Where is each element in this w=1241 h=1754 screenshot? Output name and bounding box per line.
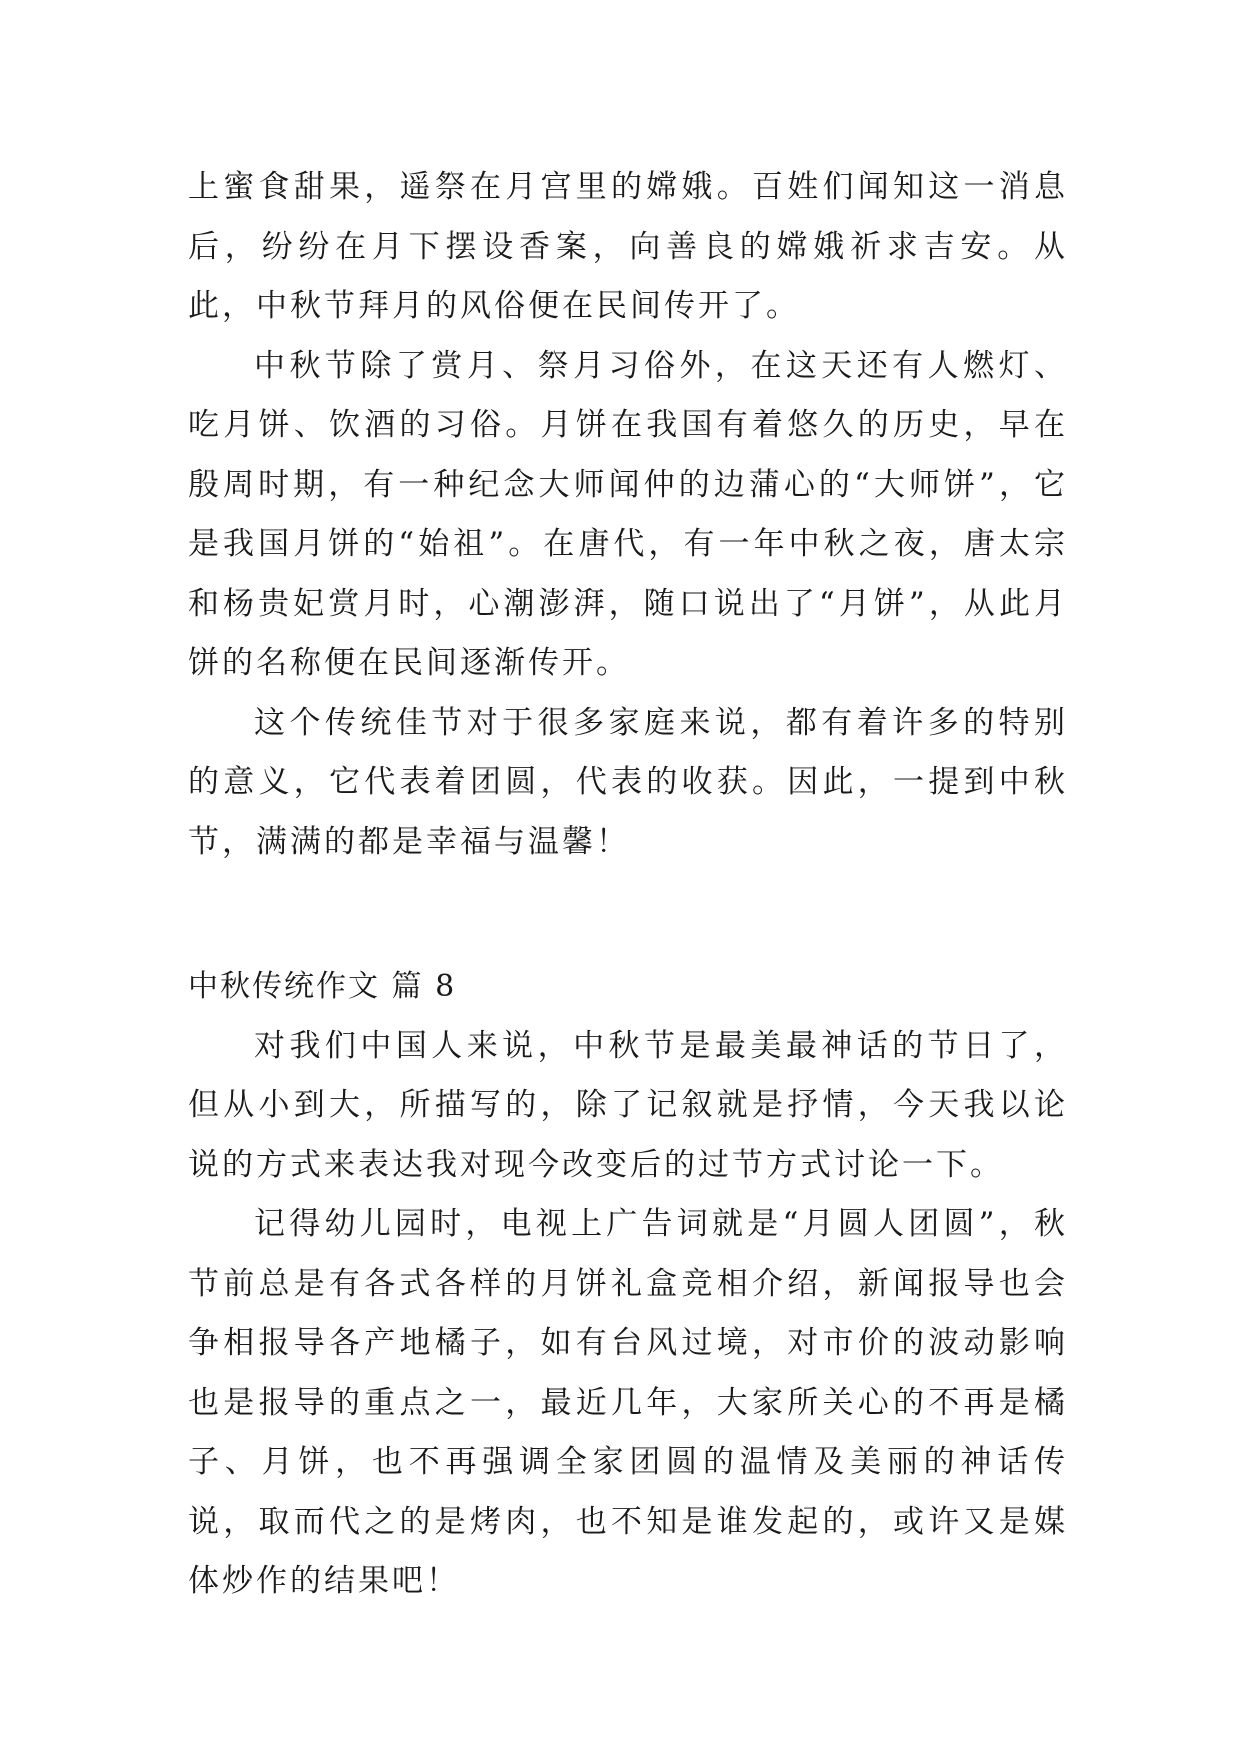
document-body xyxy=(188,158,1068,1612)
paragraph-essay-intro: 对我们中国人来说，中秋节是最美最神话的节日了，但从小到大，所描写的，除了记叙就是抒情，今天我以论说的方式来表达我对现今改变后的过节方式讨论一下。 xyxy=(188,1027,1068,1183)
paragraph-continued: 上蜜食甜果，遥祭在月宫里的嫦娥。百姓们闻知这一消息后，纷纷在月下摆设香案，向善良的嫦娥祈求吉安。从此，中秋节拜月的风俗便在民间传开了。 xyxy=(188,169,1068,324)
section-heading: 中秋传统作文 篇 8 xyxy=(188,969,457,1004)
paragraph-mooncake-history: 中秋节除了赏月、祭月习俗外，在这天还有人燃灯、吃月饼、饮酒的习俗。月饼在我国有着悠久的历史，早在殷周时期，有一种纪念大师闻仲的边蒲心的“大师饼”，它是我国月饼的“始祖”。在唐代，有一年中秋之夜，唐太宗和杨贵妃赏月时，心潮澎湃，随口说出了“月饼”，从此月饼的名称便在民间逐渐传开。 xyxy=(188,347,1068,681)
paragraph-childhood-memory: 记得幼儿园时，电视上广告词就是“月圆人团圆”，秋节前总是有各式各样的月饼礼盒竞相介绍，新闻报导也会争相报导各产地橘子，如有台风过境，对市价的波动影响也是报导的重点之一，最近几年，大家所关心的不再是橘子、月饼，也不再强调全家团圆的温情及美丽的神话传说，取而代之的是烤肉，也不知是谁发起的，或许又是媒体炒作的结果吧！ xyxy=(188,1206,1068,1599)
paragraph-festival-meaning: 这个传统佳节对于很多家庭来说，都有着许多的特别的意义，它代表着团圆，代表的收获。因此，一提到中秋节，满满的都是幸福与温馨！ xyxy=(188,704,1068,860)
